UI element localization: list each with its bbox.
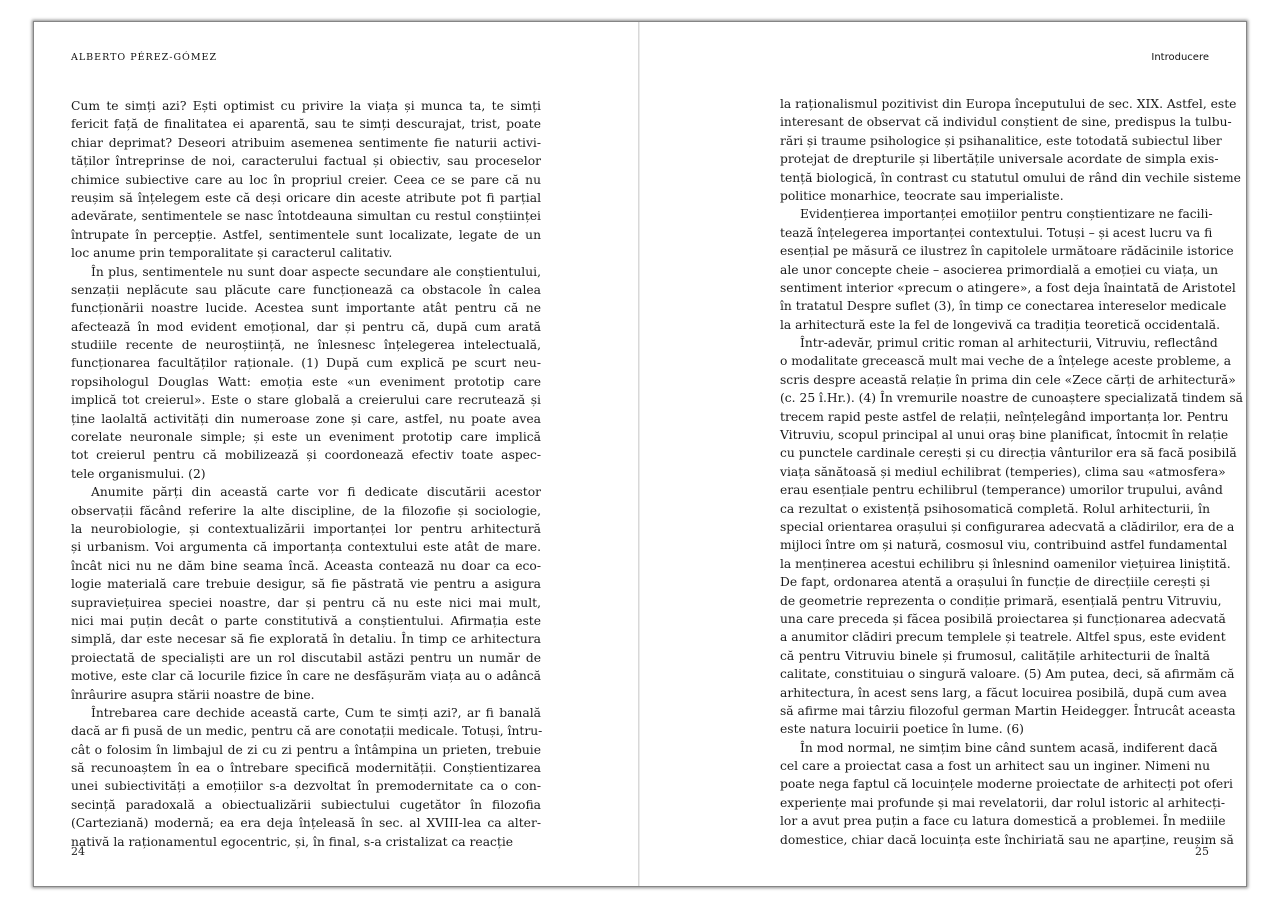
text-line: funcționării noastre lucide. Acestea sunt importante atât pentru că ne bbox=[71, 301, 541, 316]
text-line: să recunoaștem în ea o întrebare specifică modernității. Conștientizarea bbox=[71, 761, 541, 776]
page-number-left: 24 bbox=[71, 845, 85, 858]
text-line: ale unor concepte cheie – asocierea primordială a emoției cu viața, un bbox=[780, 262, 1219, 277]
text-line: și urbanism. Voi argumenta că importanța contextului este atât de mare. bbox=[71, 540, 541, 555]
text-line: Anumite părți din această carte vor fi dedicate discutării acestor bbox=[91, 485, 541, 500]
text-line: o modalitate grecească mult mai veche de a înțelege aceste probleme, a bbox=[780, 354, 1232, 369]
text-line: că pentru Vitruviu binele și frumosul, calitățile arhitecturii de înaltă bbox=[780, 648, 1210, 663]
text-line: unei subiectivități a emoțiilor s-a dezvoltat în premodernitate ca o con- bbox=[71, 779, 541, 794]
text-line: supraviețuirea speciei noastre, dar și pentru că nu este nici mai mult, bbox=[71, 595, 541, 610]
text-line: tență biologică, în contrast cu statutul omului de rând din vechile sisteme bbox=[780, 170, 1241, 185]
text-line: la neurobiologie, și contextualizării importanței lor pentru arhitectură bbox=[71, 521, 541, 536]
text-line: reușim să înțelegem este că deși oricare din aceste atribute pot fi parțial bbox=[71, 190, 541, 205]
text-line: mijloci între om și natură, cosmosul viu, contribuind astfel fundamental bbox=[780, 538, 1228, 553]
text-line: adevărate, sentimentele se nasc întotdeauna simultan cu restul conștiinței bbox=[71, 209, 541, 224]
text-line: Într-adevăr, primul critic roman al arhitecturii, Vitruviu, reflectând bbox=[800, 336, 1218, 351]
text-line: domestice, chiar dacă locuința este închiriată sau ne aparține, reușim să bbox=[780, 832, 1234, 847]
running-head-chapter: Introducere bbox=[1151, 52, 1209, 63]
text-line: experiențe mai profunde și mai revelatorii, dar rolul istoric al arhitecți- bbox=[780, 795, 1225, 810]
text-line: înrâurire asupra stării noastre de bine. bbox=[71, 687, 315, 702]
text-line: rări și traume psihologice și psihanalitice, este totodată subiectul liber bbox=[780, 133, 1222, 148]
text-line: calitate, constituiau o singură valoare. (5) Am putea, deci, să afirmăm că bbox=[780, 667, 1235, 682]
text-line: Cum te simți azi? Ești optimist cu privire la viața și munca ta, te simți bbox=[71, 99, 541, 113]
text-line: special orientarea orașului și configurarea adecvată a clădirilor, era de a bbox=[780, 519, 1235, 534]
text-line: (c. 25 î.Hr.). (4) În vremurile noastre de cunoaștere specializată tindem să bbox=[780, 391, 1244, 406]
text-line: În mod normal, ne simțim bine când suntem acasă, indiferent dacă bbox=[800, 740, 1218, 755]
text-line: cu punctele cardinale cerești și cu direcția vânturilor era să facă posibilă bbox=[780, 446, 1237, 461]
text-line: politice monarhice, teocrate sau imperialiste. bbox=[780, 188, 1064, 203]
text-line: În plus, sentimentele nu sunt doar aspecte secundare ale conștientului, bbox=[91, 264, 541, 279]
text-line: ca rezultat o existență psihosomatică completă. Rolul arhitecturii, în bbox=[780, 501, 1210, 516]
text-line: să afirme mai târziu filozoful german Martin Heidegger. Întrucât aceasta bbox=[780, 703, 1236, 718]
text-line: motive, este clar că locurile fizice în care ne desfășurăm viața au o adâncă bbox=[71, 669, 541, 684]
book-spread bbox=[34, 22, 1246, 886]
text-line: observații făcând referire la alte discipline, de la filozofie și sociologie, bbox=[71, 503, 541, 518]
text-line: încât nici nu ne dăm bine seama încă. Aceasta contează nu doar ca eco- bbox=[71, 558, 541, 573]
text-line: chiar deprimat? Deseori atribuim asemenea sentimente fie naturii activi- bbox=[71, 135, 541, 150]
text-line: Vitruviu, scopul principal al unui oraș bine planificat, întocmit în relație bbox=[780, 428, 1229, 443]
text-line: tează înțelegerea importanței contextului. Totuși – și acest lucru va fi bbox=[780, 225, 1213, 240]
text-line: ține laolaltă activități din numeroase zone și care, astfel, nu poate avea bbox=[71, 411, 541, 426]
left-page-body-text bbox=[71, 97, 541, 851]
text-line: simplă, dar este necesar să fie explorată în detaliu. În timp ce arhitectura bbox=[71, 632, 541, 647]
text-line: dacă ar fi pusă de un medic, pentru că are conotații medicale. Totuși, întru- bbox=[71, 724, 543, 739]
text-line: erau esențiale pentru echilibrul (temperance) umorilor trupului, având bbox=[780, 483, 1223, 498]
text-line: nativă la raționamentul egocentric, și, în final, s-a cristalizat ca reacție bbox=[71, 834, 514, 849]
text-line: lor a avut prea puțin a face cu latura domestică a problemei. În mediile bbox=[780, 814, 1226, 829]
text-line: afectează în mod evident emoțional, dar și pentru că, după cum arată bbox=[71, 319, 541, 334]
text-line: tele organismului. (2) bbox=[71, 466, 206, 481]
text-line: scris despre această relație în prima din cele «Zece cărți de arhitectură» bbox=[780, 372, 1236, 387]
text-line: tot creierul pentru că mobilizează și coordonează efectiv toate aspec- bbox=[71, 448, 541, 463]
text-line: una care preceda și făcea posibilă proiectarea și funcționarea adecvată bbox=[780, 611, 1226, 626]
text-line: esențial pe măsură ce ilustrez în capitolele următoare rădăcinile istorice bbox=[780, 244, 1234, 259]
running-head-author: ALBERTO PÉREZ-GÓMEZ bbox=[71, 52, 218, 63]
text-line: Întrebarea care dechide această carte, Cum te simți azi?, ar fi banală bbox=[91, 705, 541, 720]
text-line: sentiment interior «precum o atingere», a fost deja înaintată de Aristotel bbox=[780, 280, 1236, 295]
text-line: nici mai puțin decât o parte constitutivă a conștientului. Afirmația este bbox=[71, 613, 541, 628]
text-line: chimice subiective care au loc în propriul creier. Ceea ce se pare că nu bbox=[71, 172, 541, 187]
text-line: cât o folosim în limbajul de zi cu zi pentru a întâmpina un prieten, trebuie bbox=[71, 742, 541, 757]
text-line: cel care a proiectat casa a fost un arhitect sau un inginer. Nimeni nu bbox=[780, 759, 1210, 774]
text-line: la menținerea acestui echilibru și înlesnind oamenilor viețuirea liniștită. bbox=[780, 556, 1231, 571]
page-number-right: 25 bbox=[1195, 845, 1209, 858]
text-line: proiectată de specialiști are un rol discutabil astăzi pentru un număr de bbox=[71, 650, 541, 665]
text-line: în tratatul Despre suflet (3), în timp ce conectarea intereselor medicale bbox=[780, 299, 1227, 314]
text-line: Evidențierea importanței emoțiilor pentru conștientizare ne facili- bbox=[800, 207, 1213, 222]
left-page bbox=[34, 22, 638, 886]
text-line: arhitectura, în acest sens larg, a făcut locuirea posibilă, după cum avea bbox=[780, 685, 1227, 700]
text-line: De fapt, ordonarea atentă a orașului în funcție de direcțiile cerești și bbox=[780, 575, 1210, 590]
text-line: logie materială care trebuie desigur, să fie păstrată vie pentru a asigura bbox=[71, 577, 541, 592]
text-line: tăților întreprinse de noi, caracterului factual și obiectiv, sau proceselor bbox=[71, 154, 541, 169]
text-line: (Carteziană) modernă; ea era deja înțeleasă în sec. al XVIII-lea ca alter- bbox=[71, 816, 541, 831]
text-line: fericit față de finalitatea ei aparentă, sau te simți descurajat, trist, poate bbox=[71, 117, 541, 132]
text-line: de geometrie reprezenta o condiție primară, esențială pentru Vitruviu, bbox=[780, 593, 1222, 608]
text-line: poate nega faptul că locuințele moderne proiectate de arhitecți pot oferi bbox=[780, 777, 1233, 792]
text-line: viața sănătoasă și mediul echilibrat (temperies), clima sau «atmosfera» bbox=[780, 464, 1226, 479]
text-line: senzații neplăcute sau plăcute care funcționează ca obstacole în calea bbox=[71, 282, 541, 297]
text-line: corelate neuronale simple; și este un eveniment prototip care implică bbox=[71, 430, 541, 445]
text-line: secință paradoxală a obiectualizării subiectului cugetător în filozofia bbox=[71, 797, 541, 812]
text-line: funcționarea facultăților raționale. (1) După cum explică pe scurt neu- bbox=[71, 356, 541, 371]
text-line: este natura locuirii poetice în lume. (6) bbox=[780, 722, 1024, 737]
text-line: interesant de observat că individul conștient de sine, predispus la tulbu- bbox=[780, 115, 1232, 130]
right-page-body-text bbox=[780, 95, 1244, 849]
text-line: la raționalismul pozitivist din Europa începutului de sec. XIX. Astfel, este bbox=[780, 97, 1237, 111]
text-line: la arhitectură este la fel de longevivă ca tradiția teoretică occidentală. bbox=[780, 317, 1221, 332]
text-line: studiile recente de neuroștiință, ne înlesnesc înțelegerea intelectuală, bbox=[71, 338, 541, 353]
text-line: loc anume prin temporalitate și caracterul calitativ. bbox=[71, 246, 393, 261]
text-line: a anumitor clădiri precum templele și teatrele. Altfel spus, este evident bbox=[780, 630, 1226, 645]
text-line: întrupate în percepție. Astfel, sentimentele sunt localizate, legate de un bbox=[71, 227, 541, 242]
text-line: implică tot creierul». Este o stare globală a creierului care recrutează și bbox=[71, 393, 541, 408]
text-line: protejat de drepturile și libertățile universale acordate de simpla exis- bbox=[780, 152, 1219, 167]
text-line: ropsihologul Douglas Watt: emoția este «un eveniment prototip care bbox=[71, 374, 541, 389]
text-line: trecem rapid peste astfel de relații, neînțelegând importanța lor. Pentru bbox=[780, 409, 1229, 424]
right-page bbox=[640, 22, 1246, 886]
